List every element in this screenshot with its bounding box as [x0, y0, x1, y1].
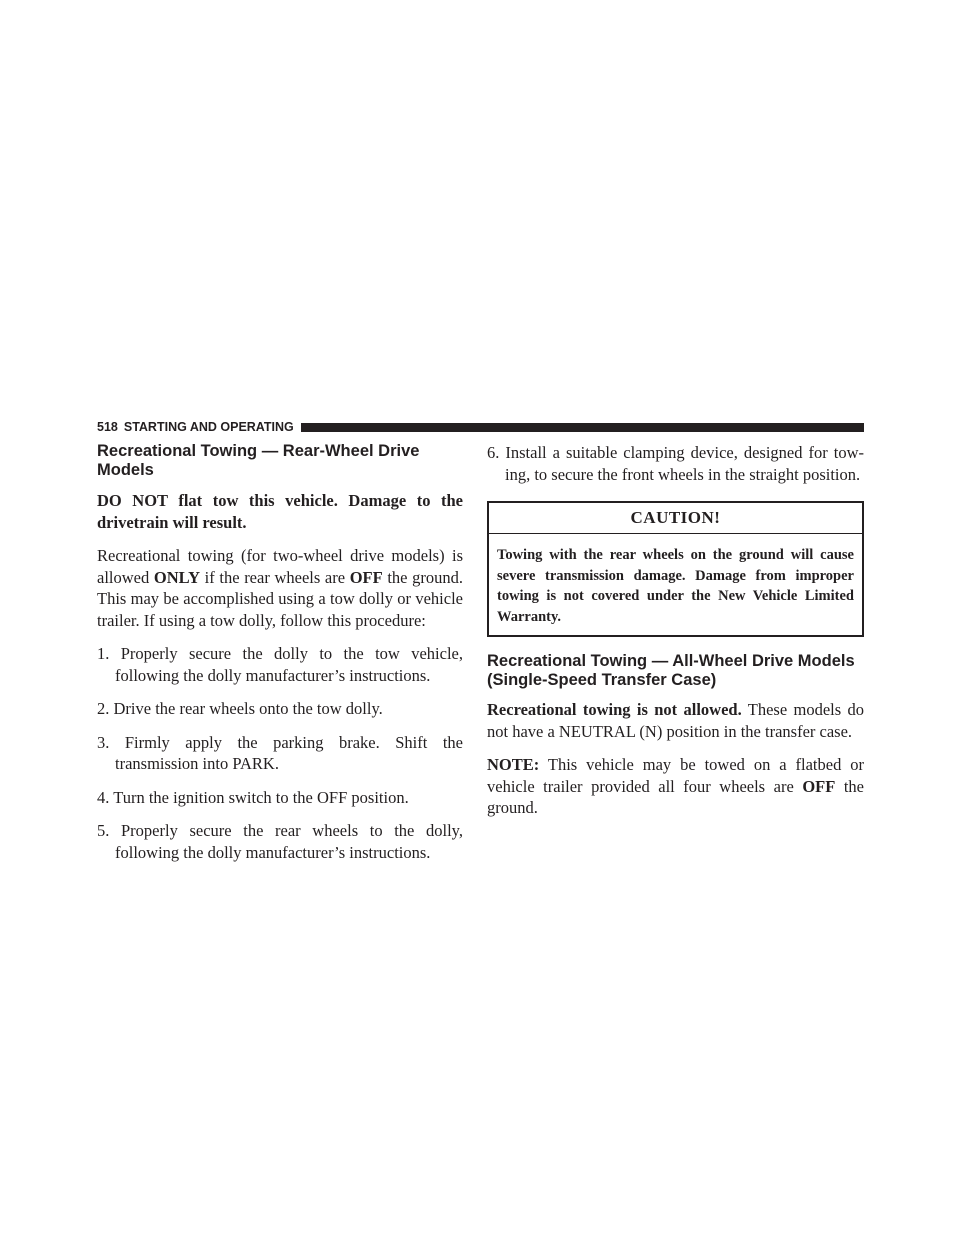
left-column: [97, 442, 463, 875]
awd-not-allowed: Recreational towing is not allowed.: [487, 700, 742, 719]
step-1: 1. Properly secure the dolly to the tow vehicle, following the dolly manufacturer’s instructions.: [97, 644, 463, 685]
note-paragraph: [487, 754, 864, 819]
step-4: 4. Turn the ignition switch to the OFF position.: [97, 787, 409, 807]
intro-paragraph: [97, 545, 463, 631]
step-5: 5. Properly secure the rear wheels to the dolly, following the dolly manufacturer’s instructions.: [97, 821, 463, 862]
note-text-2: the ground.: [487, 776, 864, 817]
step-3: 3. Firmly apply the parking brake. Shift the transmission into PARK.: [97, 732, 463, 773]
note-off: OFF: [802, 776, 836, 796]
heading-rear-wheel-drive: Recreational Towing — Rear-Wheel Drive Models: [97, 442, 420, 479]
intro-text-2: if the rear wheels are: [200, 567, 350, 587]
page-header: [97, 420, 864, 434]
caution-box: [487, 501, 864, 637]
intro-text-1: Recreational towing (for two-wheel drive models) is allowed: [97, 546, 463, 587]
caution-body: Towing with the rear wheels on the ground will cause severe transmission damage. Damage from improper towing is not covered under the New Vehicle Limited Warranty.: [497, 547, 854, 625]
section-title: STARTING AND OPERATING: [123, 420, 294, 434]
intro-text-3: the ground. This may be accomplished using a tow dolly or vehicle trailer. If using a tow dolly, follow this procedure:: [97, 567, 464, 630]
header-rule: [301, 423, 864, 432]
step-2: 2. Drive the rear wheels onto the tow dolly.: [97, 699, 383, 718]
note-label: NOTE:: [487, 755, 540, 774]
heading-all-wheel-drive: Recreational Towing — All-Wheel Drive Models (Single-Speed Transfer Case): [487, 652, 855, 689]
step-6: 6. Install a suitable clamping device, designed for tow-ing, to secure the front wheels in the straight position.: [487, 443, 864, 484]
right-column: [487, 442, 864, 831]
warning-text: DO NOT flat tow this vehicle. Damage to the drivetrain will result.: [97, 491, 463, 532]
page-number: 518: [97, 420, 118, 434]
awd-paragraph: [487, 699, 864, 742]
awd-text: These models do not have a NEUTRAL (N) position in the transfer case.: [487, 700, 865, 741]
intro-off: OFF: [349, 567, 383, 587]
note-text-1: This vehicle may be towed on a flatbed or vehicle trailer provided all four wheels are: [487, 755, 864, 796]
intro-only: ONLY: [153, 567, 201, 587]
caution-title: CAUTION!: [489, 503, 862, 534]
